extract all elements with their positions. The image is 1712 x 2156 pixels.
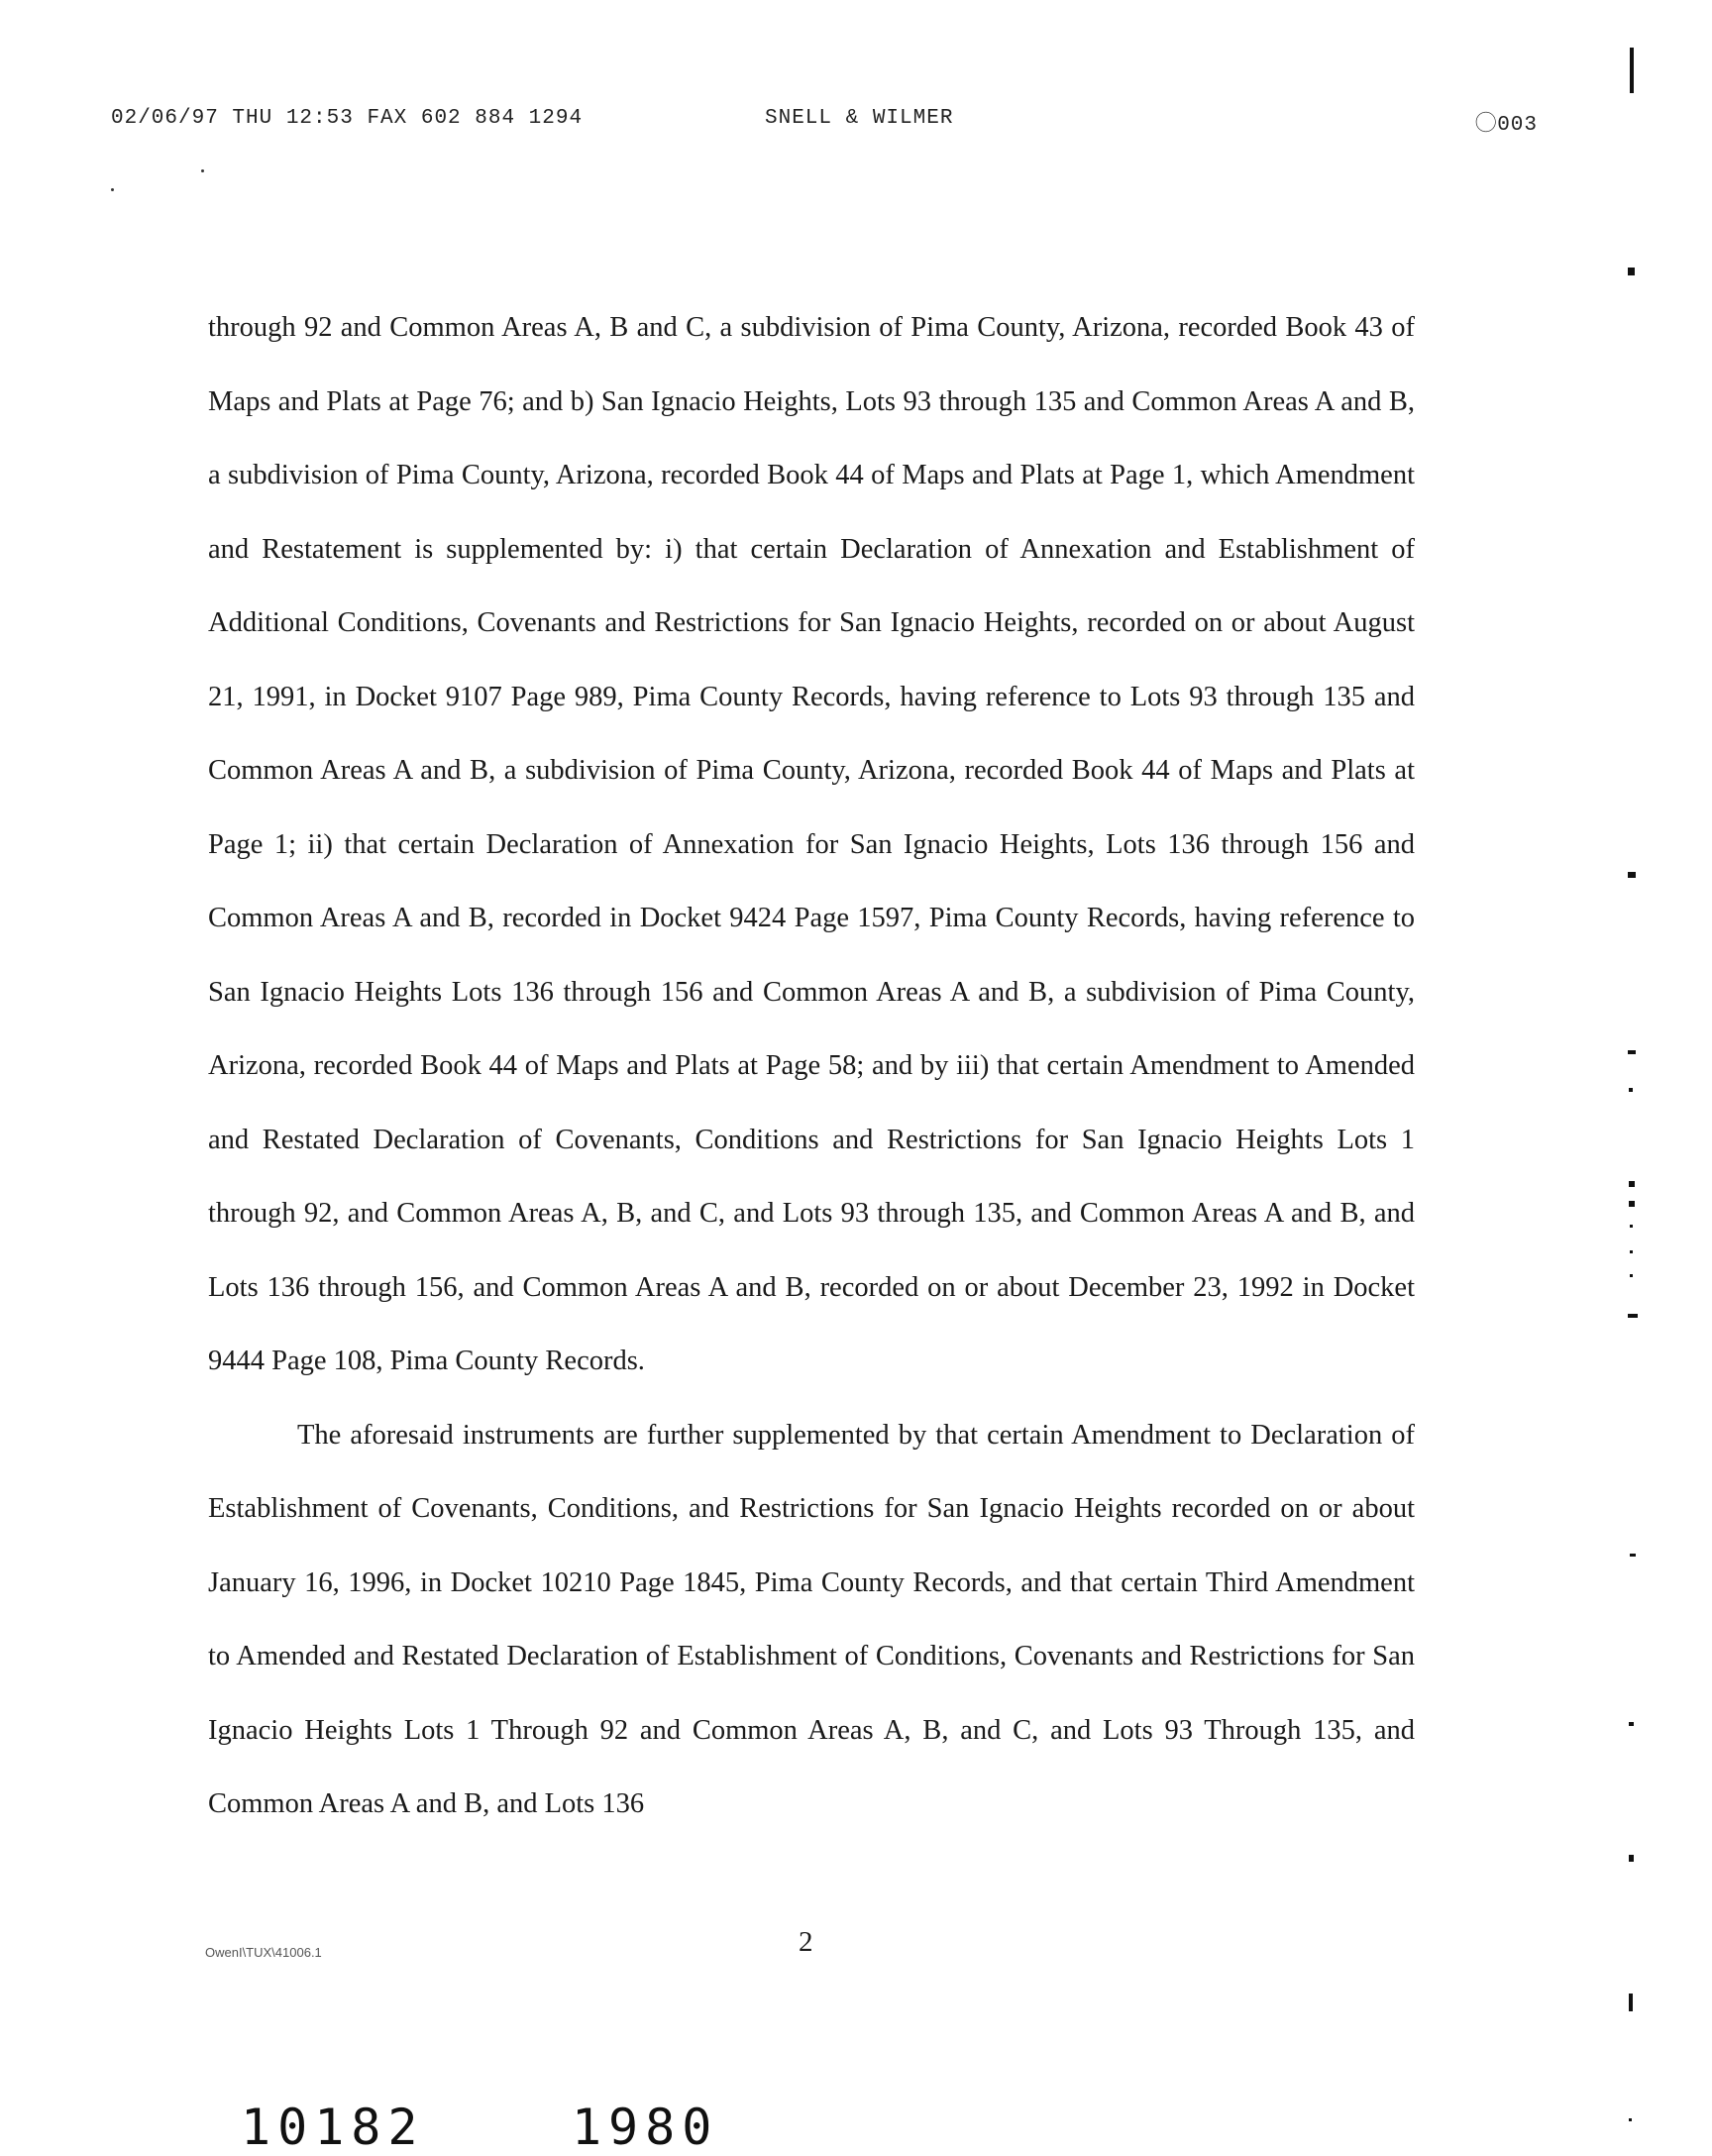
edge-dot bbox=[1629, 1855, 1634, 1862]
edge-dot bbox=[1628, 1314, 1638, 1318]
body-paragraph-1: through 92 and Common Areas A, B and C, a subdivision of Pima County, Arizona, recorded Book 43 of Maps and Plats at Page 76; and b) San Ignacio Heights, Lots 93 through 135 and Common Areas A and B, a subdivision of Pima County, Arizona, recorded Book 44 of Maps and Plats at Page 1, which Amendment and Restatement is supplemented by: i) that certain Declaration of Annexation and Establishment of Additional Conditions, Covenants and Restrictions for San Ignacio Heights, recorded on or about August 21, 1991, in Docket 9107 Page 989, Pima County Records, having reference to Lots 93 through 135 and Common Areas A and B, a subdivision of Pima County, Arizona, recorded Book 44 of Maps and Plats at Page 1; ii) that certain Declaration of Annexation for San Ignacio Heights, Lots 136 through 156 and Common Areas A and B, recorded in Docket 9424 Page 1597, Pima County Records, having reference to San Ignacio Heights Lots 136 through 156 and Common Areas A and B, a subdivision of Pima County, Arizona, recorded Book 44 of Maps and Plats at Page 58; and by iii) that certain Amendment to Amended and Restated Declaration of Covenants, Conditions and Restrictions for San Ignacio Heights Lots 1 through 92, and Common Areas A, B, and C, and Lots 93 through 135, and Common Areas A and B, and Lots 136 through 156, and Common Areas A and B, recorded on or about December 23, 1992 in Docket 9444 Page 108, Pima County Records. bbox=[208, 312, 1415, 1376]
body-paragraph-2: The aforesaid instruments are further supplemented by that certain Amendment to Declaration of Establishment of Covenants, Conditions, and Restrictions for San Ignacio Heights recorded on or about January 16, 1996, in Docket 10210 Page 1845, Pima County Records, and that certain Third Amendment to Amended and Restated Declaration of Establishment of Conditions, Covenants and Restrictions for San Ignacio Heights Lots 1 Through 92 and Common Areas A, B, and C, and Lots 93 Through 135, and Common Areas A and B, and Lots 136 bbox=[208, 1419, 1415, 1819]
edge-dot bbox=[1629, 2118, 1632, 2121]
edge-dot bbox=[1630, 1250, 1633, 1253]
edge-dot bbox=[1630, 1274, 1633, 1277]
recording-stamp bbox=[241, 2099, 718, 2156]
fax-page-stamp: ⃝003 bbox=[1496, 114, 1538, 137]
scan-speck bbox=[111, 188, 114, 191]
recording-page: 1980 bbox=[571, 2099, 719, 2156]
edge-bar bbox=[1630, 48, 1634, 93]
fax-sender-firm: SNELL & WILMER bbox=[765, 107, 954, 130]
edge-dot bbox=[1628, 1050, 1636, 1054]
edge-dot bbox=[1629, 1088, 1633, 1092]
recording-docket: 10182 bbox=[241, 2099, 425, 2156]
fax-edge-artifacts bbox=[1615, 0, 1674, 2140]
edge-dot bbox=[1629, 1722, 1634, 1726]
edge-dot bbox=[1628, 872, 1636, 878]
edge-dot bbox=[1630, 1225, 1633, 1228]
edge-dot bbox=[1628, 268, 1635, 275]
scan-speck bbox=[201, 169, 204, 172]
fax-header bbox=[111, 107, 1538, 137]
edge-dot bbox=[1629, 1181, 1635, 1187]
document-body bbox=[208, 291, 1415, 1842]
document-code: OwenI\TUX\41006.1 bbox=[205, 1945, 322, 1960]
edge-dot bbox=[1629, 1994, 1633, 2011]
fax-transmission-line: 02/06/97 THU 12:53 FAX 602 884 1294 bbox=[111, 107, 584, 130]
edge-dot bbox=[1630, 1554, 1636, 1557]
edge-dot bbox=[1629, 1201, 1635, 1207]
page-number: 2 bbox=[799, 1926, 813, 1958]
